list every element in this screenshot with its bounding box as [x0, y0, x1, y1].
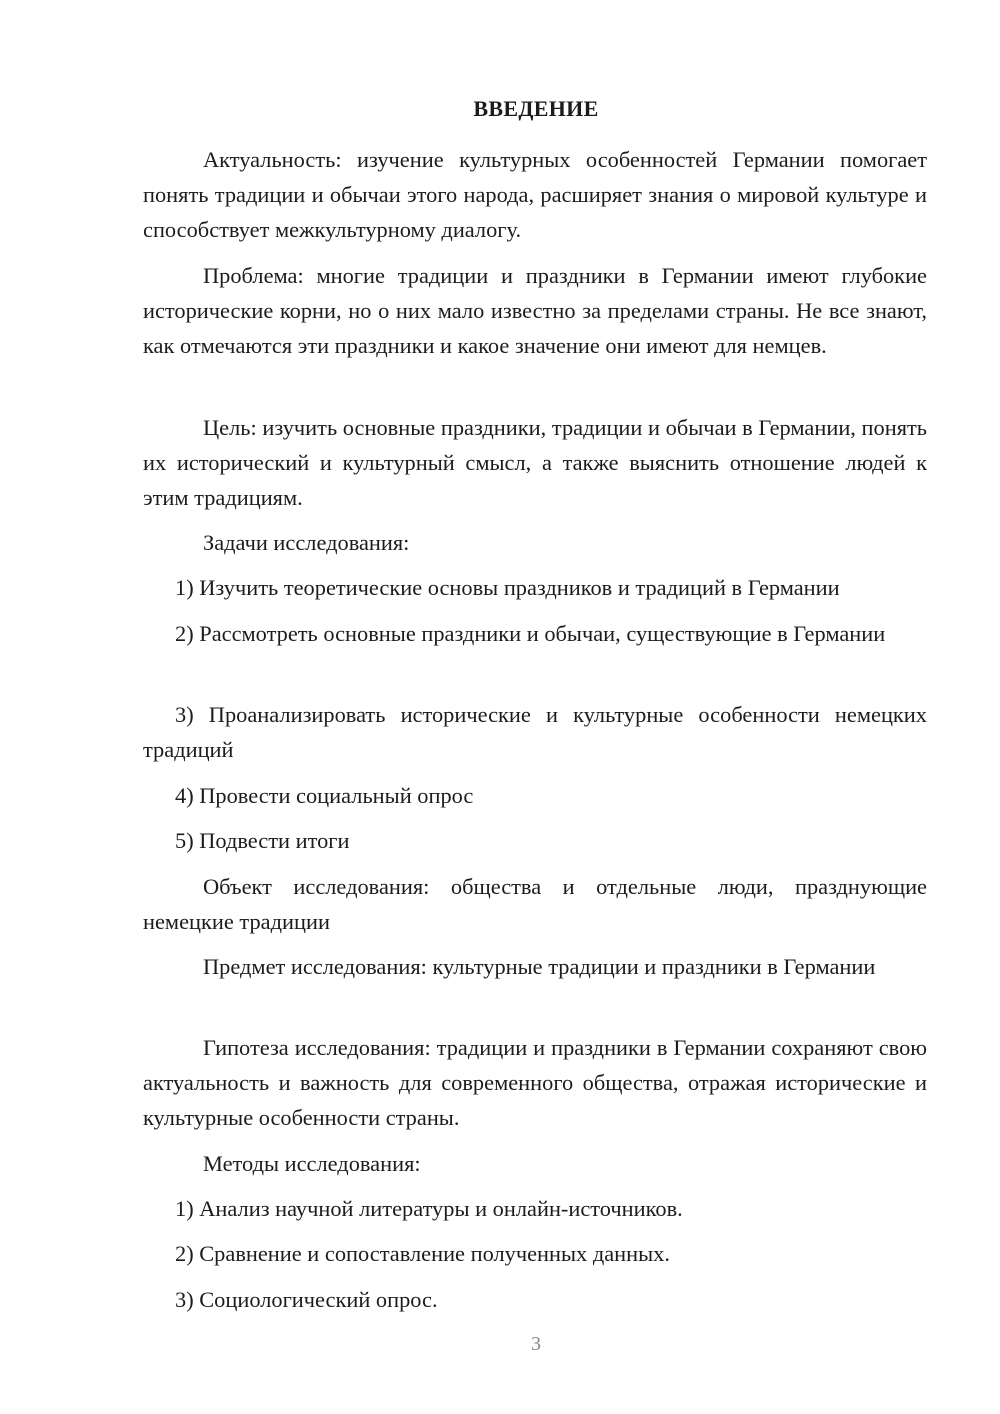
methods-heading: Методы исследования:	[203, 1151, 421, 1176]
task-item-1: 1) Изучить теоретические основы праздников и традиций в Германии	[175, 575, 840, 600]
task-item-4: 4) Провести социальный опрос	[175, 783, 474, 808]
task-item-5: 5) Подвести итоги	[175, 828, 350, 853]
page-number: 3	[531, 1333, 541, 1355]
page-title: ВВЕДЕНИЕ	[473, 96, 599, 121]
method-item-2: 2) Сравнение и сопоставление полученных данных.	[175, 1241, 670, 1266]
hypothesis-paragraph: Гипотеза исследования: традиции и праздники в Германии сохраняют свою актуальность и важность для современного общества, отражая исторические и культурные особенности страны.	[143, 1035, 927, 1130]
method-item-1: 1) Анализ научной литературы и онлайн-источников.	[175, 1196, 683, 1221]
object-paragraph: Объект исследования: общества и отдельные люди, празднующие немецкие традиции	[143, 874, 927, 934]
relevance-paragraph: Актуальность: изучение культурных особенностей Германии помогает понять традиции и обычаи этого народа, расширяет знания о мировой культуре и способствует межкультурному диалогу.	[143, 147, 927, 242]
method-item-3: 3) Социологический опрос.	[175, 1287, 438, 1312]
task-item-2: 2) Рассмотреть основные праздники и обычаи, существующие в Германии	[175, 621, 886, 646]
tasks-heading: Задачи исследования:	[203, 530, 410, 555]
task-item-3: 3) Проанализировать исторические и культурные особенности немецких традиций	[143, 702, 927, 762]
subject-paragraph: Предмет исследования: культурные традиции и праздники в Германии	[203, 954, 876, 979]
problem-paragraph: Проблема: многие традиции и праздники в Германии имеют глубокие исторические корни, но о них мало известно за пределами страны. Не все знают, как отмечаются эти праздники и какое значение они имеют для немцев.	[143, 263, 927, 358]
goal-paragraph: Цель: изучить основные праздники, традиции и обычаи в Германии, понять их исторический и культурный смысл, а также выяснить отношение людей к этим традициям.	[143, 415, 927, 510]
